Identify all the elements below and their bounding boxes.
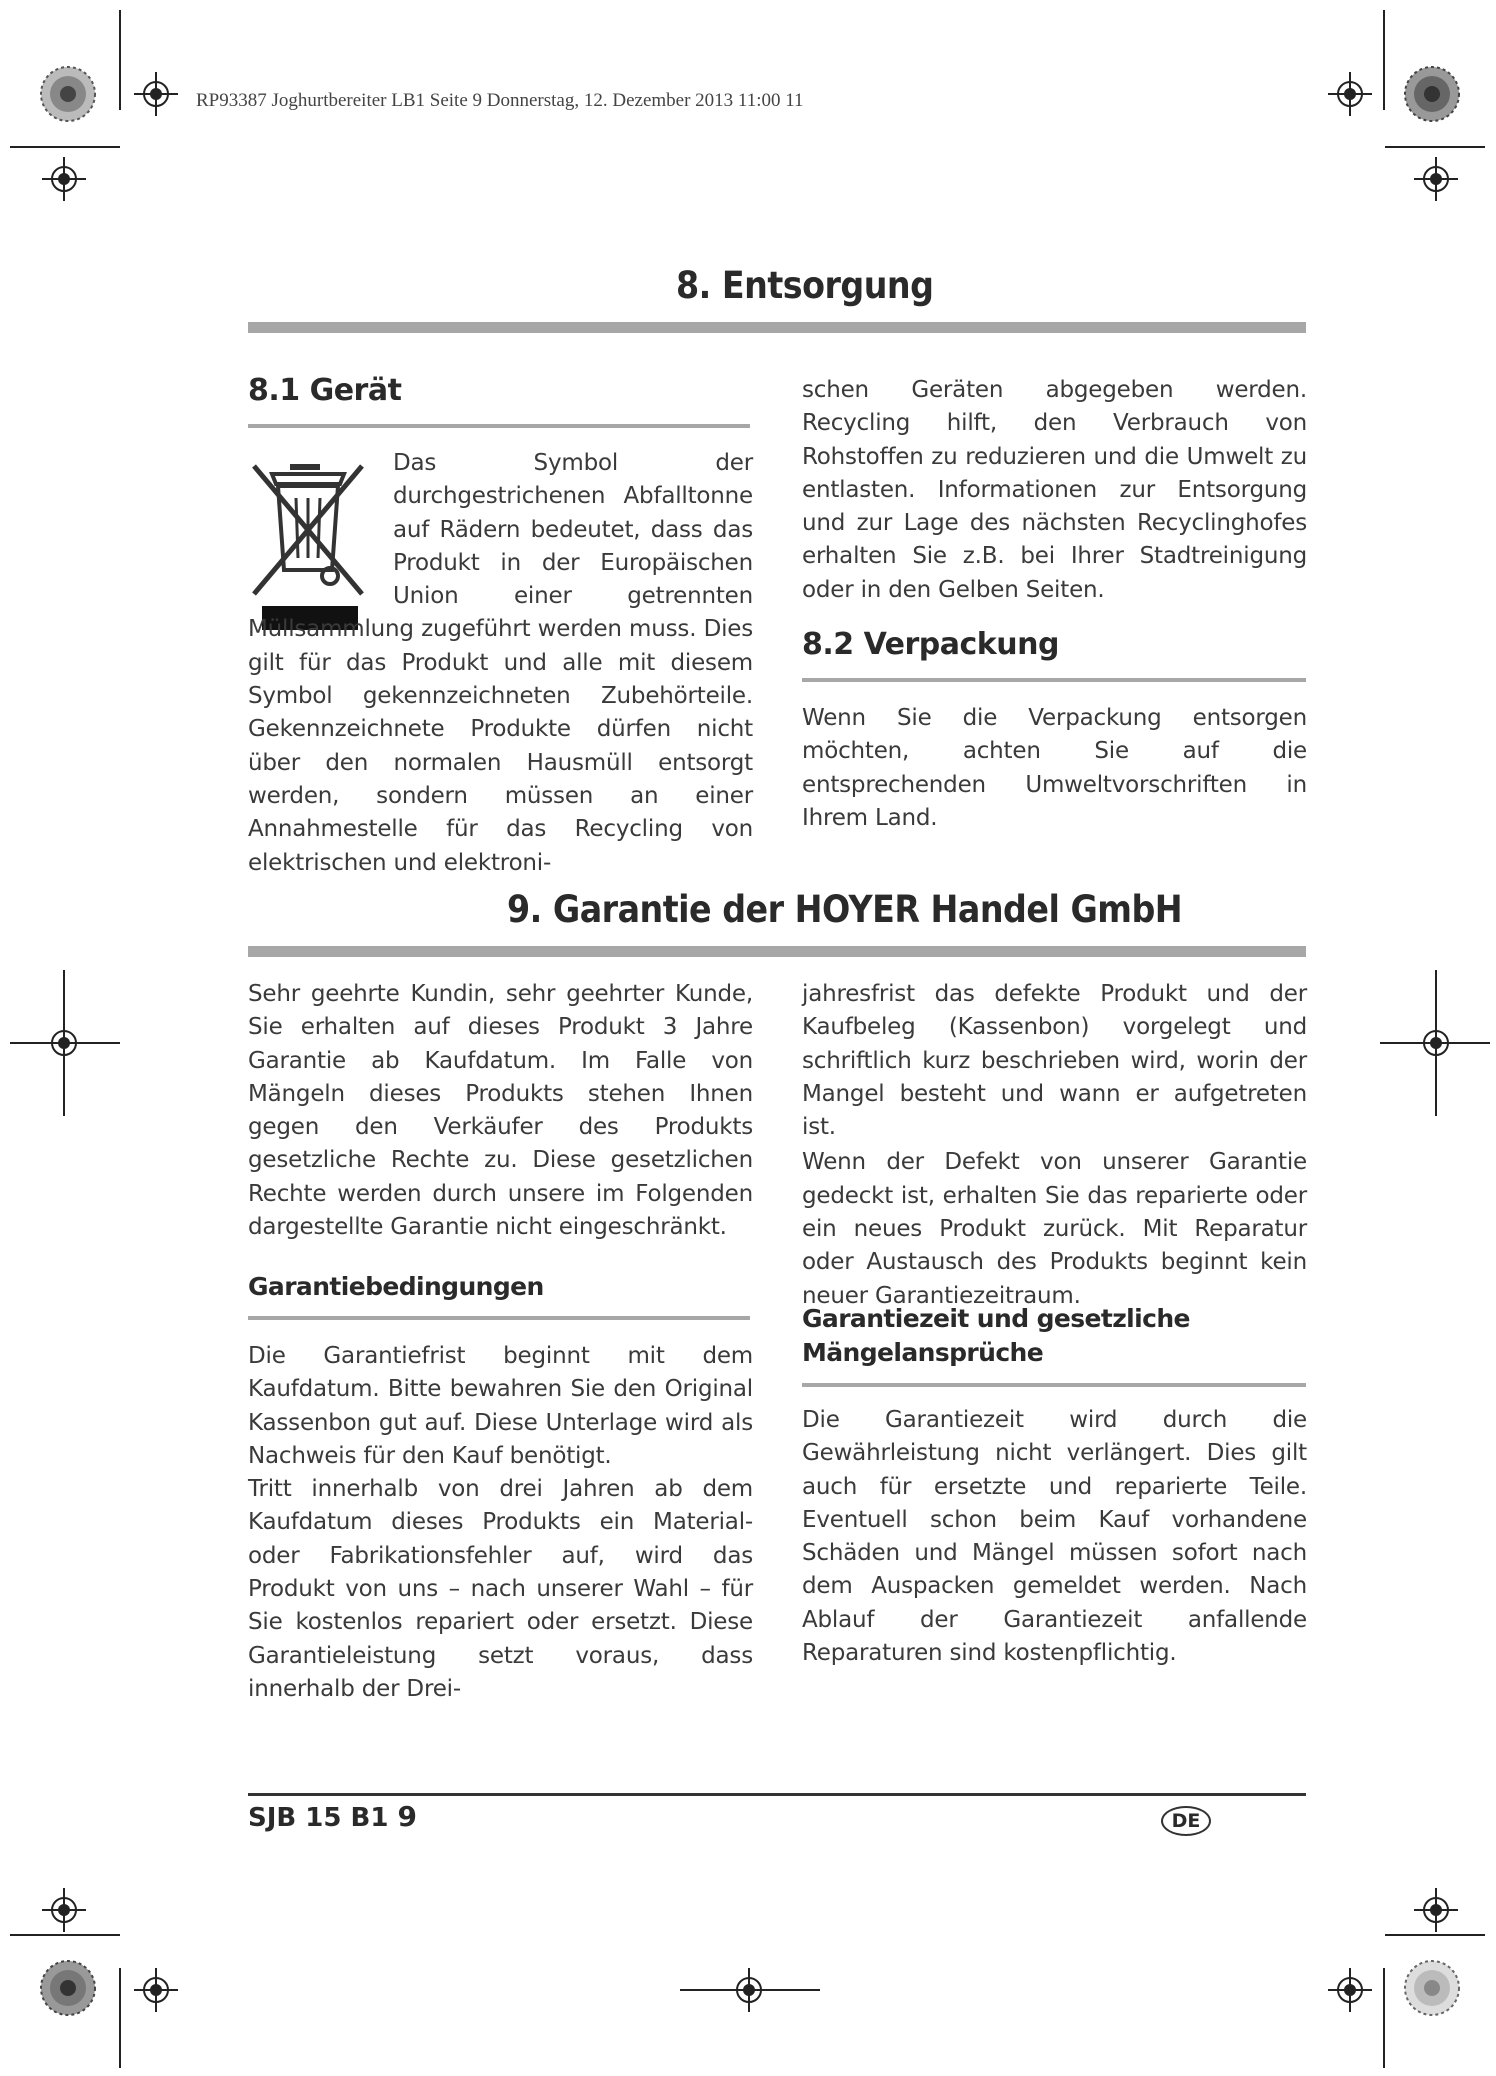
section-9-intro: Sehr geehrte Kundin, sehr geehrter Kunde, Sie erhalten auf dieses Produkt 3 Jahre Garantie ab Kaufdatum. Im Falle von Mängeln dieses Produkts stehen Ihnen gegen den Verkäufer des Produkts gesetzliche Rechte zu. Diese gesetzlichen Rechte werden durch unsere im Folgenden dargestellte Garantie nicht eingeschränkt. — [248, 981, 753, 1241]
crop-mark — [1385, 1934, 1485, 1936]
conditions-paragraph-2: Tritt innerhalb von drei Jahren ab dem Kaufdatum dieses Produkts ein Material- oder Fabrikationsfehler auf, wird das Produkt von uns – nach unserer Wahl – für Sie kostenlos repariert oder ersetzt. Diese Garantieleistung setzt voraus, dass innerhalb der Drei- — [248, 1476, 753, 1702]
registration-mark-icon — [134, 1968, 178, 2012]
language-badge: DE — [1161, 1806, 1211, 1836]
crop-mark — [10, 1042, 120, 1044]
conditions-rule — [248, 1316, 750, 1320]
print-header: RP93387 Joghurtbereiter LB1 Seite 9 Donnerstag, 12. Dezember 2013 11:00 11 — [196, 90, 804, 111]
conditions-paragraph-4: Wenn der Defekt von unserer Garantie gedeckt ist, erhalten Sie das reparierte oder ein neues Produkt zurück. Mit Reparatur oder Austausch des Produkts beginnt kein neuer Garantiezeitraum. — [802, 1149, 1307, 1309]
color-rosette-icon — [40, 1960, 96, 2016]
subsection-8-1-intro: Das Symbol der durchgestrichenen Abfalltonne auf Rädern bedeutet, dass das Produkt in der Europäischen Union einer getrennten Müllsammlung zugeführt werden muss. Dies gilt für das Produkt und alle mit diesem Symbol gekennzeichneten Zubehörteile. Gekennzeichnete Produkte dürfen nicht über den normalen Hausmüll entsorgt werden, sondern müssen an einer Annahmestelle für das Recycling von elektrischen und elektroni- — [248, 447, 753, 880]
period-title-line-1: Garantiezeit und gesetzliche — [802, 1304, 1190, 1333]
conditions-text — [248, 1340, 753, 1706]
crop-mark — [119, 10, 121, 110]
registration-mark-icon — [1414, 157, 1458, 201]
color-rosette-icon — [1404, 66, 1460, 122]
color-rosette-icon — [40, 66, 96, 122]
period-text: Die Garantiezeit wird durch die Gewährleistung nicht verlängert. Dies gilt auch für ersetzte und reparierte Teile. Eventuell schon beim Kauf vorhandene Schäden und Mängel müssen sofort nach dem Auspacken gemeldet werden. Nach Ablauf der Garantiezeit anfallende Reparaturen sind kostenpflichtig. — [802, 1407, 1307, 1667]
conditions-text-continued — [802, 978, 1307, 1313]
section-9-bar — [248, 946, 1306, 957]
conditions-paragraph-3: jahresfrist das defekte Produkt und der Kaufbeleg (Kassenbon) vorgelegt und schriftlich kurz beschrieben wird, worin der Mangel besteht und wann er aufgetreten ist. — [802, 981, 1307, 1141]
registration-mark-icon — [42, 157, 86, 201]
icon-spacer — [248, 447, 393, 613]
period-title-line-2: Mängelansprüche — [802, 1338, 1044, 1367]
subsection-8-1-continued: schen Geräten abgegeben werden. Recycling hilft, den Verbrauch von Rohstoffen zu reduzieren und die Umwelt zu entlasten. Informationen zur Entsorgung und zur Lage des nächsten Recyclinghofes erhalten Sie z.B. bei Ihrer Stadtreinigung oder in den Gelben Seiten. — [802, 377, 1307, 603]
registration-mark-icon — [1328, 72, 1372, 116]
subsection-8-2-title: 8.2 Verpackung — [802, 627, 1059, 662]
registration-mark-icon — [1328, 1968, 1372, 2012]
subsection-8-1-rule — [248, 424, 750, 428]
page-number: 9 — [397, 1800, 417, 1833]
crop-mark — [1385, 146, 1485, 148]
crop-mark — [1383, 10, 1385, 110]
crop-mark — [119, 1968, 121, 2068]
section-8-title: 8. Entsorgung — [676, 264, 934, 307]
period-title — [802, 1302, 1190, 1370]
crop-mark — [1435, 970, 1437, 1116]
conditions-title: Garantiebedingungen — [248, 1272, 544, 1301]
crop-mark — [10, 1934, 120, 1936]
footer-rule — [248, 1793, 1306, 1796]
color-rosette-icon — [1404, 1960, 1460, 2016]
model-code: SJB 15 B1 — [248, 1803, 389, 1833]
registration-mark-icon — [42, 1888, 86, 1932]
crop-mark — [63, 970, 65, 1116]
subsection-8-2-rule — [802, 678, 1306, 682]
registration-mark-icon — [1414, 1888, 1458, 1932]
section-9-title: 9. Garantie der HOYER Handel GmbH — [507, 888, 1183, 931]
section-8-bar — [248, 322, 1306, 333]
registration-mark-icon — [134, 72, 178, 116]
subsection-8-2-text: Wenn Sie die Verpackung entsorgen möchten, achten Sie auf die entsprechenden Umweltvorschriften in Ihrem Land. — [802, 705, 1307, 831]
crop-mark — [1383, 1968, 1385, 2068]
subsection-8-1-title: 8.1 Gerät — [248, 373, 402, 408]
crop-mark — [10, 146, 120, 148]
period-rule — [802, 1383, 1306, 1387]
conditions-paragraph-1: Die Garantiefrist beginnt mit dem Kaufdatum. Bitte bewahren Sie den Original Kassenbon gut auf. Diese Unterlage wird als Nachweis für den Kauf benötigt. — [248, 1343, 753, 1469]
crop-mark — [680, 1989, 820, 1991]
footer-model-code — [248, 1800, 417, 1833]
